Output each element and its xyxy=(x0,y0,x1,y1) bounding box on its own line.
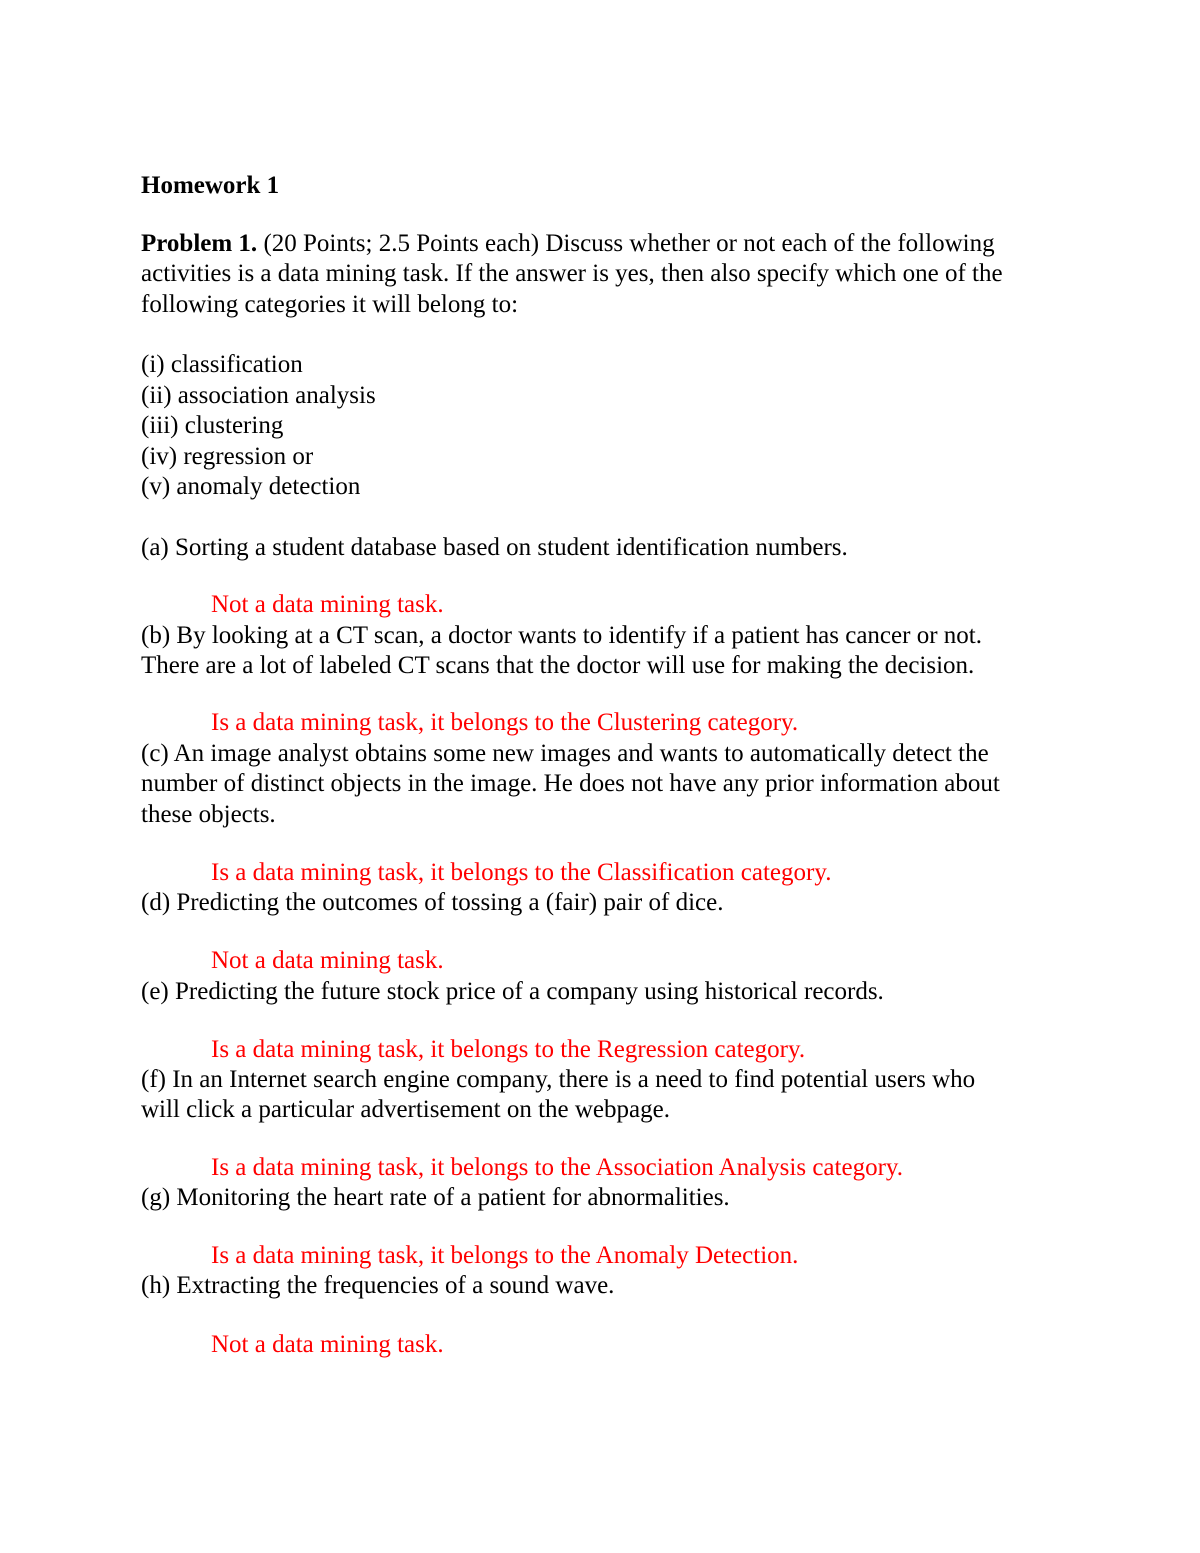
problem-label: Problem 1. xyxy=(141,230,258,257)
answer-e: Is a data mining task, it belongs to the Regression category. xyxy=(211,1036,806,1063)
answer-h: Not a data mining task. xyxy=(211,1331,444,1358)
question-f-line-2: will click a particular advertisement on the webpage. xyxy=(141,1096,670,1123)
answer-b: Is a data mining task, it belongs to the Clustering category. xyxy=(211,709,799,736)
question-e: (e) Predicting the future stock price of a company using historical records. xyxy=(141,978,884,1005)
question-f-line-1: (f) In an Internet search engine company, there is a need to find potential users who xyxy=(141,1066,976,1093)
problem-intro-line-1 xyxy=(141,229,995,259)
answer-g: Is a data mining task, it belongs to the Anomaly Detection. xyxy=(211,1242,799,1269)
question-b-line-1: (b) By looking at a CT scan, a doctor wants to identify if a patient has cancer or not. xyxy=(141,622,982,649)
question-b-line-2: There are a lot of labeled CT scans that the doctor will use for making the decision. xyxy=(141,652,975,679)
question-d: (d) Predicting the outcomes of tossing a (fair) pair of dice. xyxy=(141,889,724,916)
category-item: (i) classification xyxy=(141,351,303,378)
answer-f: Is a data mining task, it belongs to the Association Analysis category. xyxy=(211,1154,904,1181)
question-c-line-2: number of distinct objects in the image. He does not have any prior information about xyxy=(141,770,1000,797)
category-item: (iv) regression or xyxy=(141,443,314,470)
question-c-line-1: (c) An image analyst obtains some new images and wants to automatically detect the xyxy=(141,740,989,767)
question-g: (g) Monitoring the heart rate of a patient for abnormalities. xyxy=(141,1184,730,1211)
category-item: (iii) clustering xyxy=(141,412,284,439)
document-title: Homework 1 xyxy=(141,172,280,199)
answer-c: Is a data mining task, it belongs to the Classification category. xyxy=(211,859,832,886)
category-item: (ii) association analysis xyxy=(141,382,376,409)
question-c-line-3: these objects. xyxy=(141,801,276,828)
problem-intro-line-2: activities is a data mining task. If the answer is yes, then also specify which one of the xyxy=(141,260,1003,287)
problem-intro-text: (20 Points; 2.5 Points each) Discuss whether or not each of the following xyxy=(257,230,995,257)
problem-intro-line-3: following categories it will belong to: xyxy=(141,291,519,318)
question-h: (h) Extracting the frequencies of a sound wave. xyxy=(141,1272,615,1299)
answer-d: Not a data mining task. xyxy=(211,947,444,974)
answer-a: Not a data mining task. xyxy=(211,591,444,618)
question-a: (a) Sorting a student database based on student identification numbers. xyxy=(141,534,848,561)
category-item: (v) anomaly detection xyxy=(141,473,361,500)
